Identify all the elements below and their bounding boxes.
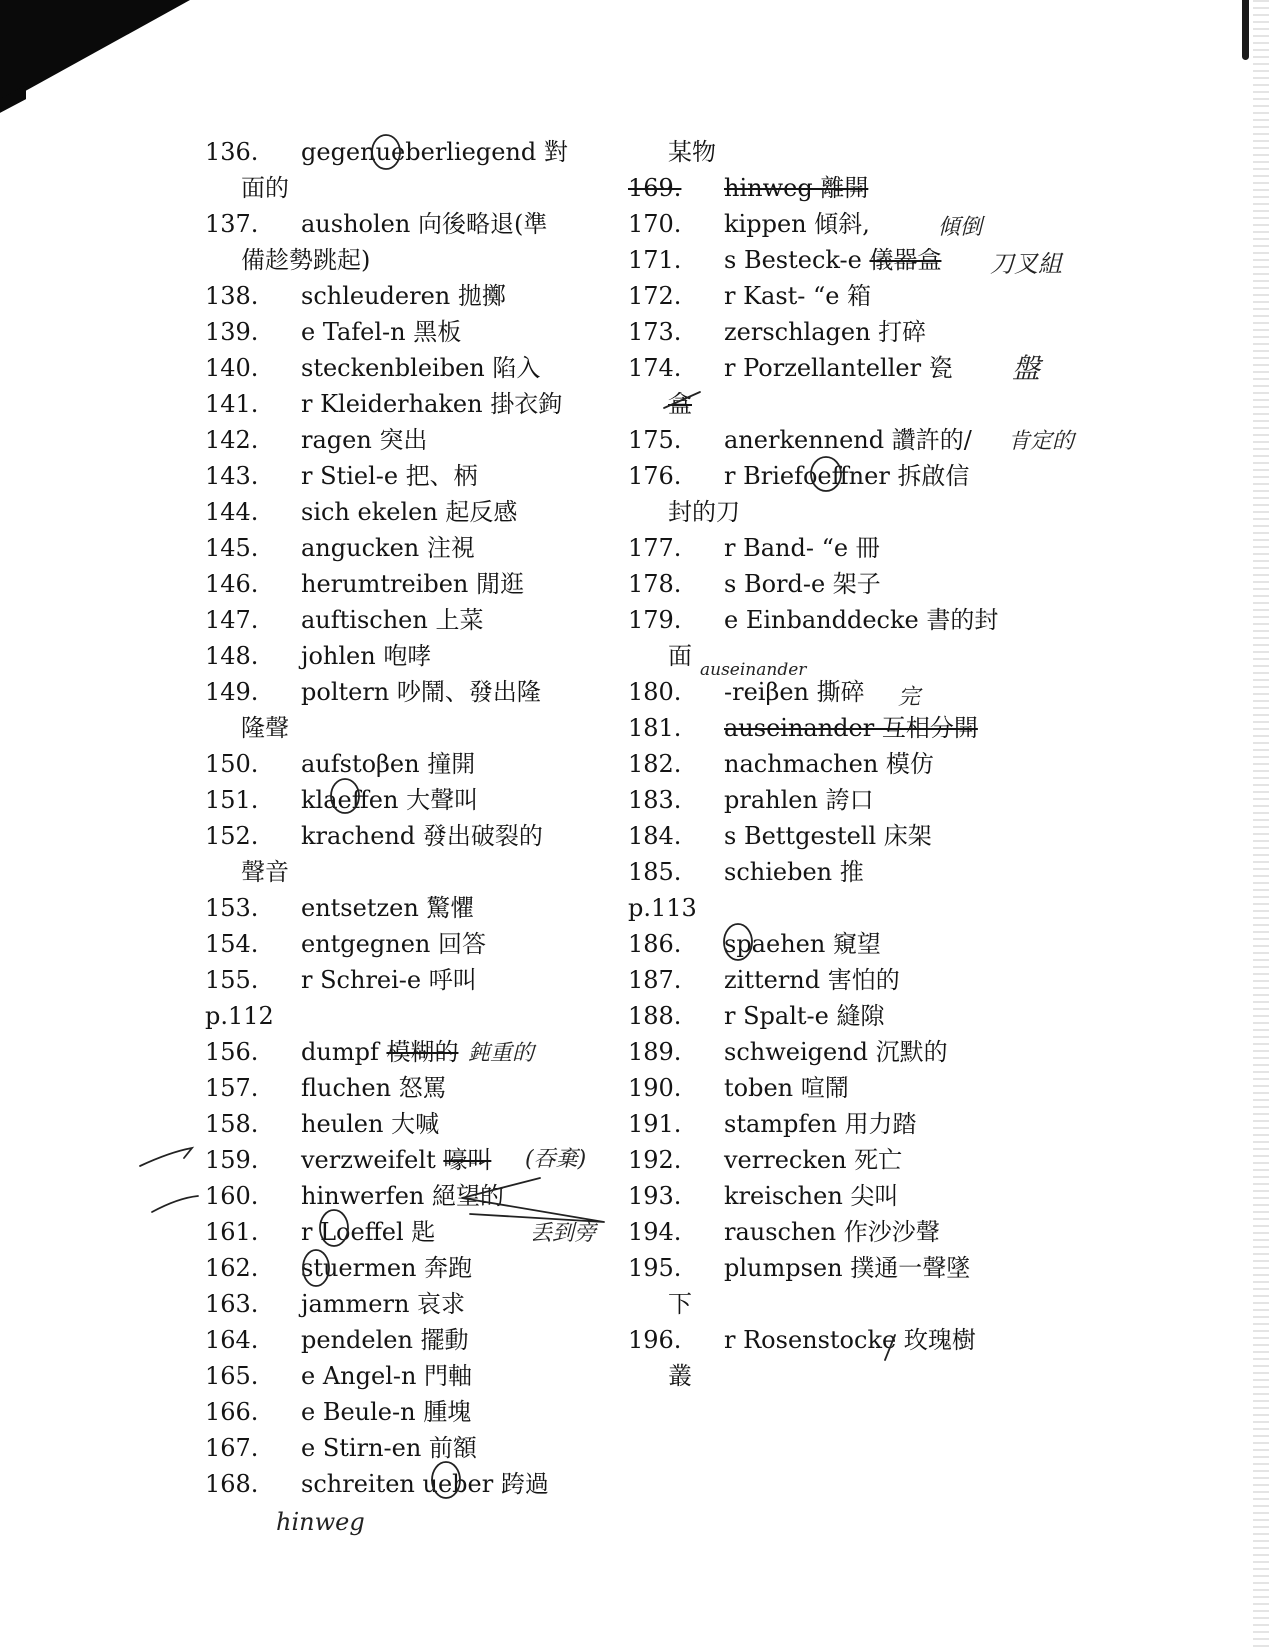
entry-text: stampfen 用力踏: [724, 1110, 917, 1138]
entry-number: 159.: [205, 1146, 259, 1174]
struck-text: 嚎叫: [443, 1146, 492, 1174]
entry-text: poltern 吵鬧、發出隆: [301, 678, 541, 706]
entry-number: 148.: [205, 642, 259, 670]
entry-text: verrecken 死亡: [724, 1146, 903, 1174]
entry-text: r Spalt-e 縫隙: [724, 1002, 885, 1030]
entry-number: 151.: [205, 786, 259, 814]
entry-number: 160.: [205, 1182, 259, 1210]
entry-number: 168.: [205, 1470, 259, 1498]
entry-text: schweigend 沉默的: [724, 1038, 948, 1066]
entry-number: 158.: [205, 1110, 259, 1138]
entry-number: 144.: [205, 498, 259, 526]
entry-text: verzweifelt: [301, 1146, 444, 1174]
entry-text: 叢: [668, 1362, 692, 1390]
entry-text: prahlen 誇口: [724, 786, 874, 814]
entry-text: r Loeffel 匙: [301, 1218, 436, 1246]
entry-number: 142.: [205, 426, 259, 454]
entry-text: r Band- “e 冊: [724, 534, 880, 562]
entry-number: 177.: [628, 534, 682, 562]
entry-number: 172.: [628, 282, 682, 310]
entry-number: 137.: [205, 210, 259, 238]
entry-number: 165.: [205, 1362, 259, 1390]
entry-text: e Einbanddecke 書的封: [724, 606, 999, 634]
entry-number: 179.: [628, 606, 682, 634]
circle-mark-168: [432, 1462, 460, 1498]
entry-number: 185.: [628, 858, 682, 886]
entry-text: e Tafel-n 黑板: [301, 318, 462, 346]
entry-number: 157.: [205, 1074, 259, 1102]
entry-text: 聲音: [241, 858, 289, 886]
entry-text: -reiβen 撕碎: [724, 678, 865, 706]
entry-number: 149.: [205, 678, 259, 706]
entry-text: nachmachen 模仿: [724, 750, 934, 778]
entry-number: 156.: [205, 1038, 259, 1066]
entry-text: 備趁勢跳起): [241, 246, 371, 274]
entry-text: hinwerfen 絕望的: [301, 1182, 504, 1210]
entry-text: johlen 咆哮: [301, 642, 432, 670]
entry-text: herumtreiben 閒逛: [301, 570, 524, 598]
slash-mark-196: [885, 1335, 895, 1360]
circle-mark-161: [320, 1210, 348, 1246]
entry-number: 178.: [628, 570, 682, 598]
entry-number: 162.: [205, 1254, 259, 1282]
entry-text: dumpf: [301, 1038, 387, 1066]
circle-mark-176: [811, 457, 841, 491]
handwritten-note-171: 刀叉組: [990, 250, 1062, 278]
entry-number: 188.: [628, 1002, 682, 1030]
handwritten-note-168: hinweg: [276, 1508, 365, 1536]
entry-text: r Rosenstocke 玫瑰樹: [724, 1326, 976, 1354]
entry-text: ausholen 向後略退(準: [301, 210, 548, 238]
entry-text: schieben 推: [724, 858, 864, 886]
slash-mark-174: [664, 392, 700, 408]
entry-number: 192.: [628, 1146, 682, 1174]
entry-number: 140.: [205, 354, 259, 382]
handwritten-note-174: 盤: [1012, 352, 1041, 385]
bracket-mark-160: [152, 1196, 198, 1212]
entry-text: zitternd 害怕的: [724, 966, 900, 994]
arrow-mark-159: [140, 1148, 192, 1166]
circle-mark-162: [303, 1250, 329, 1286]
struck-text: 盒: [668, 390, 692, 418]
entry-number: 146.: [205, 570, 259, 598]
entry-text: r Porzellanteller 瓷: [724, 354, 953, 382]
struck-text: auseinander 互相分開: [724, 714, 978, 742]
entry-number: p.112: [205, 1002, 274, 1030]
entry-text: r Kast- “e 箱: [724, 282, 872, 310]
entry-text: zerschlagen 打碎: [724, 318, 927, 346]
entry-number: 136.: [205, 138, 259, 166]
entry-text: entsetzen 驚懼: [301, 894, 475, 922]
entry-text: 某物: [668, 138, 716, 166]
entry-text: toben 喧鬧: [724, 1074, 849, 1102]
handwritten-note-156: 鈍重的: [468, 1041, 535, 1066]
entry-text: jammern 哀求: [301, 1290, 466, 1318]
entry-text: r Briefoeffner 拆啟信: [724, 462, 970, 490]
entry-text: steckenbleiben 陷入: [301, 354, 541, 382]
circle-mark-186: [724, 924, 752, 960]
entry-text: s Besteck-e: [724, 246, 870, 274]
entry-number: 186.: [628, 930, 682, 958]
entry-number: 180.: [628, 678, 682, 706]
entry-number: 152.: [205, 822, 259, 850]
entry-number: 145.: [205, 534, 259, 562]
handwritten-note-159: (吞棄): [525, 1147, 587, 1172]
arrow-mark-160: [462, 1178, 604, 1222]
entry-number: 155.: [205, 966, 259, 994]
struck-text: 儀器盒: [869, 246, 942, 274]
entry-number: 176.: [628, 462, 682, 490]
entry-number: 195.: [628, 1254, 682, 1282]
entry-number: 141.: [205, 390, 259, 418]
entry-number: 184.: [628, 822, 682, 850]
handwritten-note-160: 丢到旁: [530, 1221, 597, 1246]
entry-number: 174.: [628, 354, 682, 382]
entry-number: 181.: [628, 714, 682, 742]
entry-text: spaehen 窺望: [724, 930, 881, 958]
entry-text: entgegnen 回答: [301, 930, 486, 958]
entry-text: kreischen 尖叫: [724, 1182, 899, 1210]
entry-number: 143.: [205, 462, 259, 490]
entry-text: kippen 傾斜,: [724, 210, 870, 238]
entry-text: s Bettgestell 床架: [724, 822, 932, 850]
entry-text: aufstoβen 撞開: [301, 750, 476, 778]
struck-text: hinweg 離開: [724, 174, 869, 202]
entry-text: e Angel-n 門軸: [301, 1362, 473, 1390]
entry-number: 187.: [628, 966, 682, 994]
entry-number: 147.: [205, 606, 259, 634]
entry-text: fluchen 怒罵: [301, 1074, 447, 1102]
entry-text: r Kleiderhaken 掛衣鉤: [301, 390, 563, 418]
entry-number: 173.: [628, 318, 682, 346]
entry-number: 175.: [628, 426, 682, 454]
entry-number: 193.: [628, 1182, 682, 1210]
entry-number: 139.: [205, 318, 259, 346]
entry-number: p.113: [628, 894, 697, 922]
entry-number: 170.: [628, 210, 682, 238]
entry-number: 194.: [628, 1218, 682, 1246]
entry-text: sich ekelen 起反感: [301, 498, 518, 526]
entry-number: 183.: [628, 786, 682, 814]
handwritten-note-180-after: 完: [898, 685, 921, 710]
entry-text: e Beule-n 腫塊: [301, 1398, 472, 1426]
entry-text: angucken 注視: [301, 534, 475, 562]
circle-mark-151: [331, 779, 359, 813]
entry-text: 面: [668, 642, 692, 670]
entry-text: stuermen 奔跑: [301, 1254, 473, 1282]
handwritten-note-180-above: auseinander: [700, 660, 807, 680]
entry-text: anerkennend 讚許的/: [724, 426, 972, 454]
entry-number: 163.: [205, 1290, 259, 1318]
entry-number: 138.: [205, 282, 259, 310]
entry-number: 190.: [628, 1074, 682, 1102]
entry-text: 封的刀: [668, 498, 740, 526]
entry-text: s Bord-e 架子: [724, 570, 881, 598]
entry-number: 167.: [205, 1434, 259, 1462]
entry-text: krachend 發出破裂的: [301, 822, 543, 850]
entry-number: 150.: [205, 750, 259, 778]
entry-number: 153.: [205, 894, 259, 922]
entry-text: rauschen 作沙沙聲: [724, 1218, 940, 1246]
entry-text: gegenueberliegend 對: [301, 138, 568, 166]
entry-text: klaeffen 大聲叫: [301, 786, 479, 814]
entry-text: schreiten ueber 跨過: [301, 1470, 549, 1498]
entry-text: 隆聲: [241, 714, 289, 742]
entry-text: r Schrei-e 呼叫: [301, 966, 477, 994]
entry-number: 196.: [628, 1326, 682, 1354]
entry-text: e Stirn-en 前額: [301, 1434, 477, 1462]
entry-number: 161.: [205, 1218, 259, 1246]
entry-text: auftischen 上菜: [301, 606, 484, 634]
entry-number: 191.: [628, 1110, 682, 1138]
entry-number: 164.: [205, 1326, 259, 1354]
entry-text: r Stiel-e 把、柄: [301, 462, 478, 490]
entry-number: 182.: [628, 750, 682, 778]
entry-number: 154.: [205, 930, 259, 958]
circle-mark-136: [372, 135, 400, 169]
entry-number: 189.: [628, 1038, 682, 1066]
entry-number: 171.: [628, 246, 682, 274]
entry-number: 169.: [628, 174, 682, 202]
entry-number: 166.: [205, 1398, 259, 1426]
entry-text: plumpsen 撲通一聲墜: [724, 1254, 971, 1282]
entry-text: pendelen 擺動: [301, 1326, 469, 1354]
entry-text: 面的: [241, 174, 289, 202]
entry-text: schleuderen 拋擲: [301, 282, 506, 310]
handwritten-note-175: 肯定的: [1008, 429, 1075, 454]
entry-text: ragen 突出: [301, 426, 428, 454]
struck-text: 模糊的: [386, 1038, 459, 1066]
handwritten-note-170: 傾倒: [938, 215, 983, 240]
entry-text: 下: [668, 1290, 692, 1318]
entry-text: heulen 大喊: [301, 1110, 440, 1138]
